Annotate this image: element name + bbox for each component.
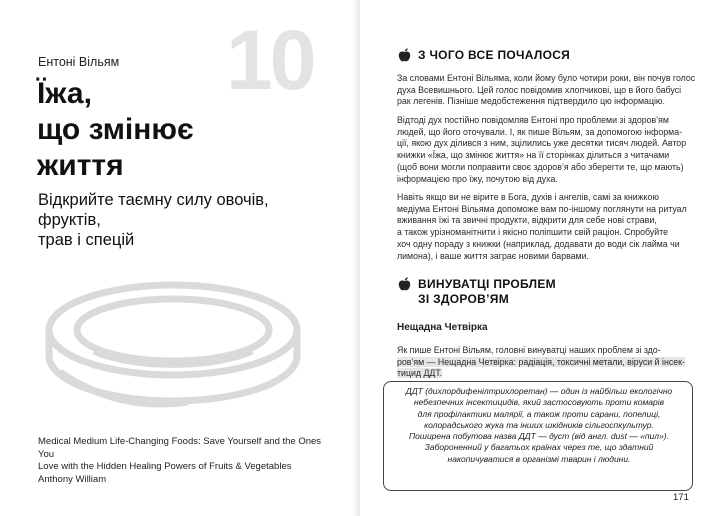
paragraph-line: (щоб вони могли поправити своє здоров’я або зберегти те, що мають) (397, 161, 684, 172)
paragraph-line: а також урізноманітнити і якісно поліпшити свій раціон. Спробуйте (397, 227, 669, 238)
credits-line: Medical Medium Life-Changing Foods: Save Yourself and the Ones You (38, 436, 322, 460)
paragraph-line: медіума Ентоні Вільяма допоможе вам по-іншому поглянути на ритуал (397, 203, 687, 214)
note-line: Забороненний у багатьох країнах через те, що здатний (424, 442, 654, 453)
book-subtitle-line: трав і спецій (38, 231, 135, 249)
paragraph (397, 192, 691, 262)
paragraph-line: духа Всевишнього. Цей голос повідомив хлопчикові, що в його бабусі (397, 84, 682, 95)
paragraph-line: За словами Ентоні Вільяма, коли йому було чотири роки, він почув голос (397, 73, 696, 83)
right-page (360, 0, 720, 516)
chapter-number: 10 (226, 13, 314, 107)
paragraph (397, 73, 696, 108)
section-heading-text: ВИНУВАТЦІ ПРОБЛЕМ (418, 277, 556, 291)
note-line: небезпечних інсектицидів, який застосовують проти комарів (413, 397, 665, 408)
credits-line: Anthony William (38, 473, 107, 485)
book-subtitle (38, 190, 308, 250)
paragraph-line: Навіть якщо ви не вірите в Бога, духів і ангелів, самі за книжкою (397, 192, 659, 202)
paragraph (397, 115, 691, 185)
highlighted-text: ров’ям — Нещадна Четвірка: радіація, токсичні метали, віруси й інсек- (397, 356, 685, 367)
book-title (37, 76, 194, 184)
author-name: Ентоні Вільям (38, 55, 120, 69)
book-title-line: життя (37, 149, 124, 182)
plate-icon (28, 272, 318, 422)
highlighted-text: тицид ДДТ. (397, 368, 443, 379)
note-text (384, 386, 694, 465)
book-subtitle-line: Відкрийте таємну силу овочів, фруктів, (38, 191, 269, 229)
apple-icon (398, 48, 411, 62)
paragraph-line: книжки «Їжа, що змінює життя» на її сторінках ділиться з читачами (397, 150, 670, 161)
page-number: 171 (673, 492, 689, 503)
section-heading-text: З ЧОГО ВСЕ ПОЧАЛОСЯ (418, 48, 571, 62)
paragraph-line: лимона), і ваше життя заграє новими барвами. (397, 250, 589, 261)
note-line: ДДТ (дихлордифенілтрихлоретан) — один із найбільш екологічно (405, 386, 673, 396)
paragraph-line: інформацією про їжу, почутою від духа. (397, 173, 558, 184)
subheading: Нещадна Четвірка (397, 322, 488, 333)
section-heading-text: ЗІ ЗДОРОВ’ЯМ (418, 292, 509, 306)
book-title-line: що змінює (37, 113, 194, 146)
paragraph-line (397, 357, 691, 369)
original-title-credits (38, 436, 338, 486)
note-line: для профілактики малярії, а також проти сарани, попелиці, (417, 408, 661, 419)
paragraph-line: ції, якою дух ділився з ним, зцілились уже десятки тисяч людей. Автор (397, 138, 687, 149)
note-line: Поширена побутова назва ДДТ — дуст (від англ. dust — «пил»). (409, 431, 669, 442)
credits-line: Love with the Hidden Healing Powers of Fruits & Vegetables (38, 461, 292, 472)
apple-icon (398, 277, 411, 291)
paragraph-line: Відтоді дух постійно повідомляв Ентоні про проблеми зі здоров’ям (397, 115, 669, 125)
note-line: колорадського жука та інших шкідників сільгоспкультур. (424, 419, 654, 430)
paragraph-line (397, 345, 691, 357)
book-title-line: Їжа, (37, 77, 92, 110)
paragraph-line: людей, що його оточували. І, як пише Вільям, за допомогою інформа- (397, 126, 683, 137)
paragraph-highlighted (397, 345, 691, 380)
paragraph-line: рак легенів. Пізніше медобстеження підтвердило цю інформацію. (397, 96, 665, 107)
paragraph-line-text: Як пише Ентоні Вільям, головні винуватці наших проблем зі здо- (397, 345, 661, 355)
paragraph-line: хоч одну пораду з книжки (наприклад, додавати до води сік лайма чи (397, 238, 680, 249)
paragraph-line: вживання їжі та звичні продукти, відкрити для себе нові страви, (397, 215, 657, 226)
ddt-note-box (383, 381, 693, 491)
note-line: накопичуватися в організмі тварин і людини. (447, 453, 631, 464)
paragraph-line (397, 368, 691, 380)
